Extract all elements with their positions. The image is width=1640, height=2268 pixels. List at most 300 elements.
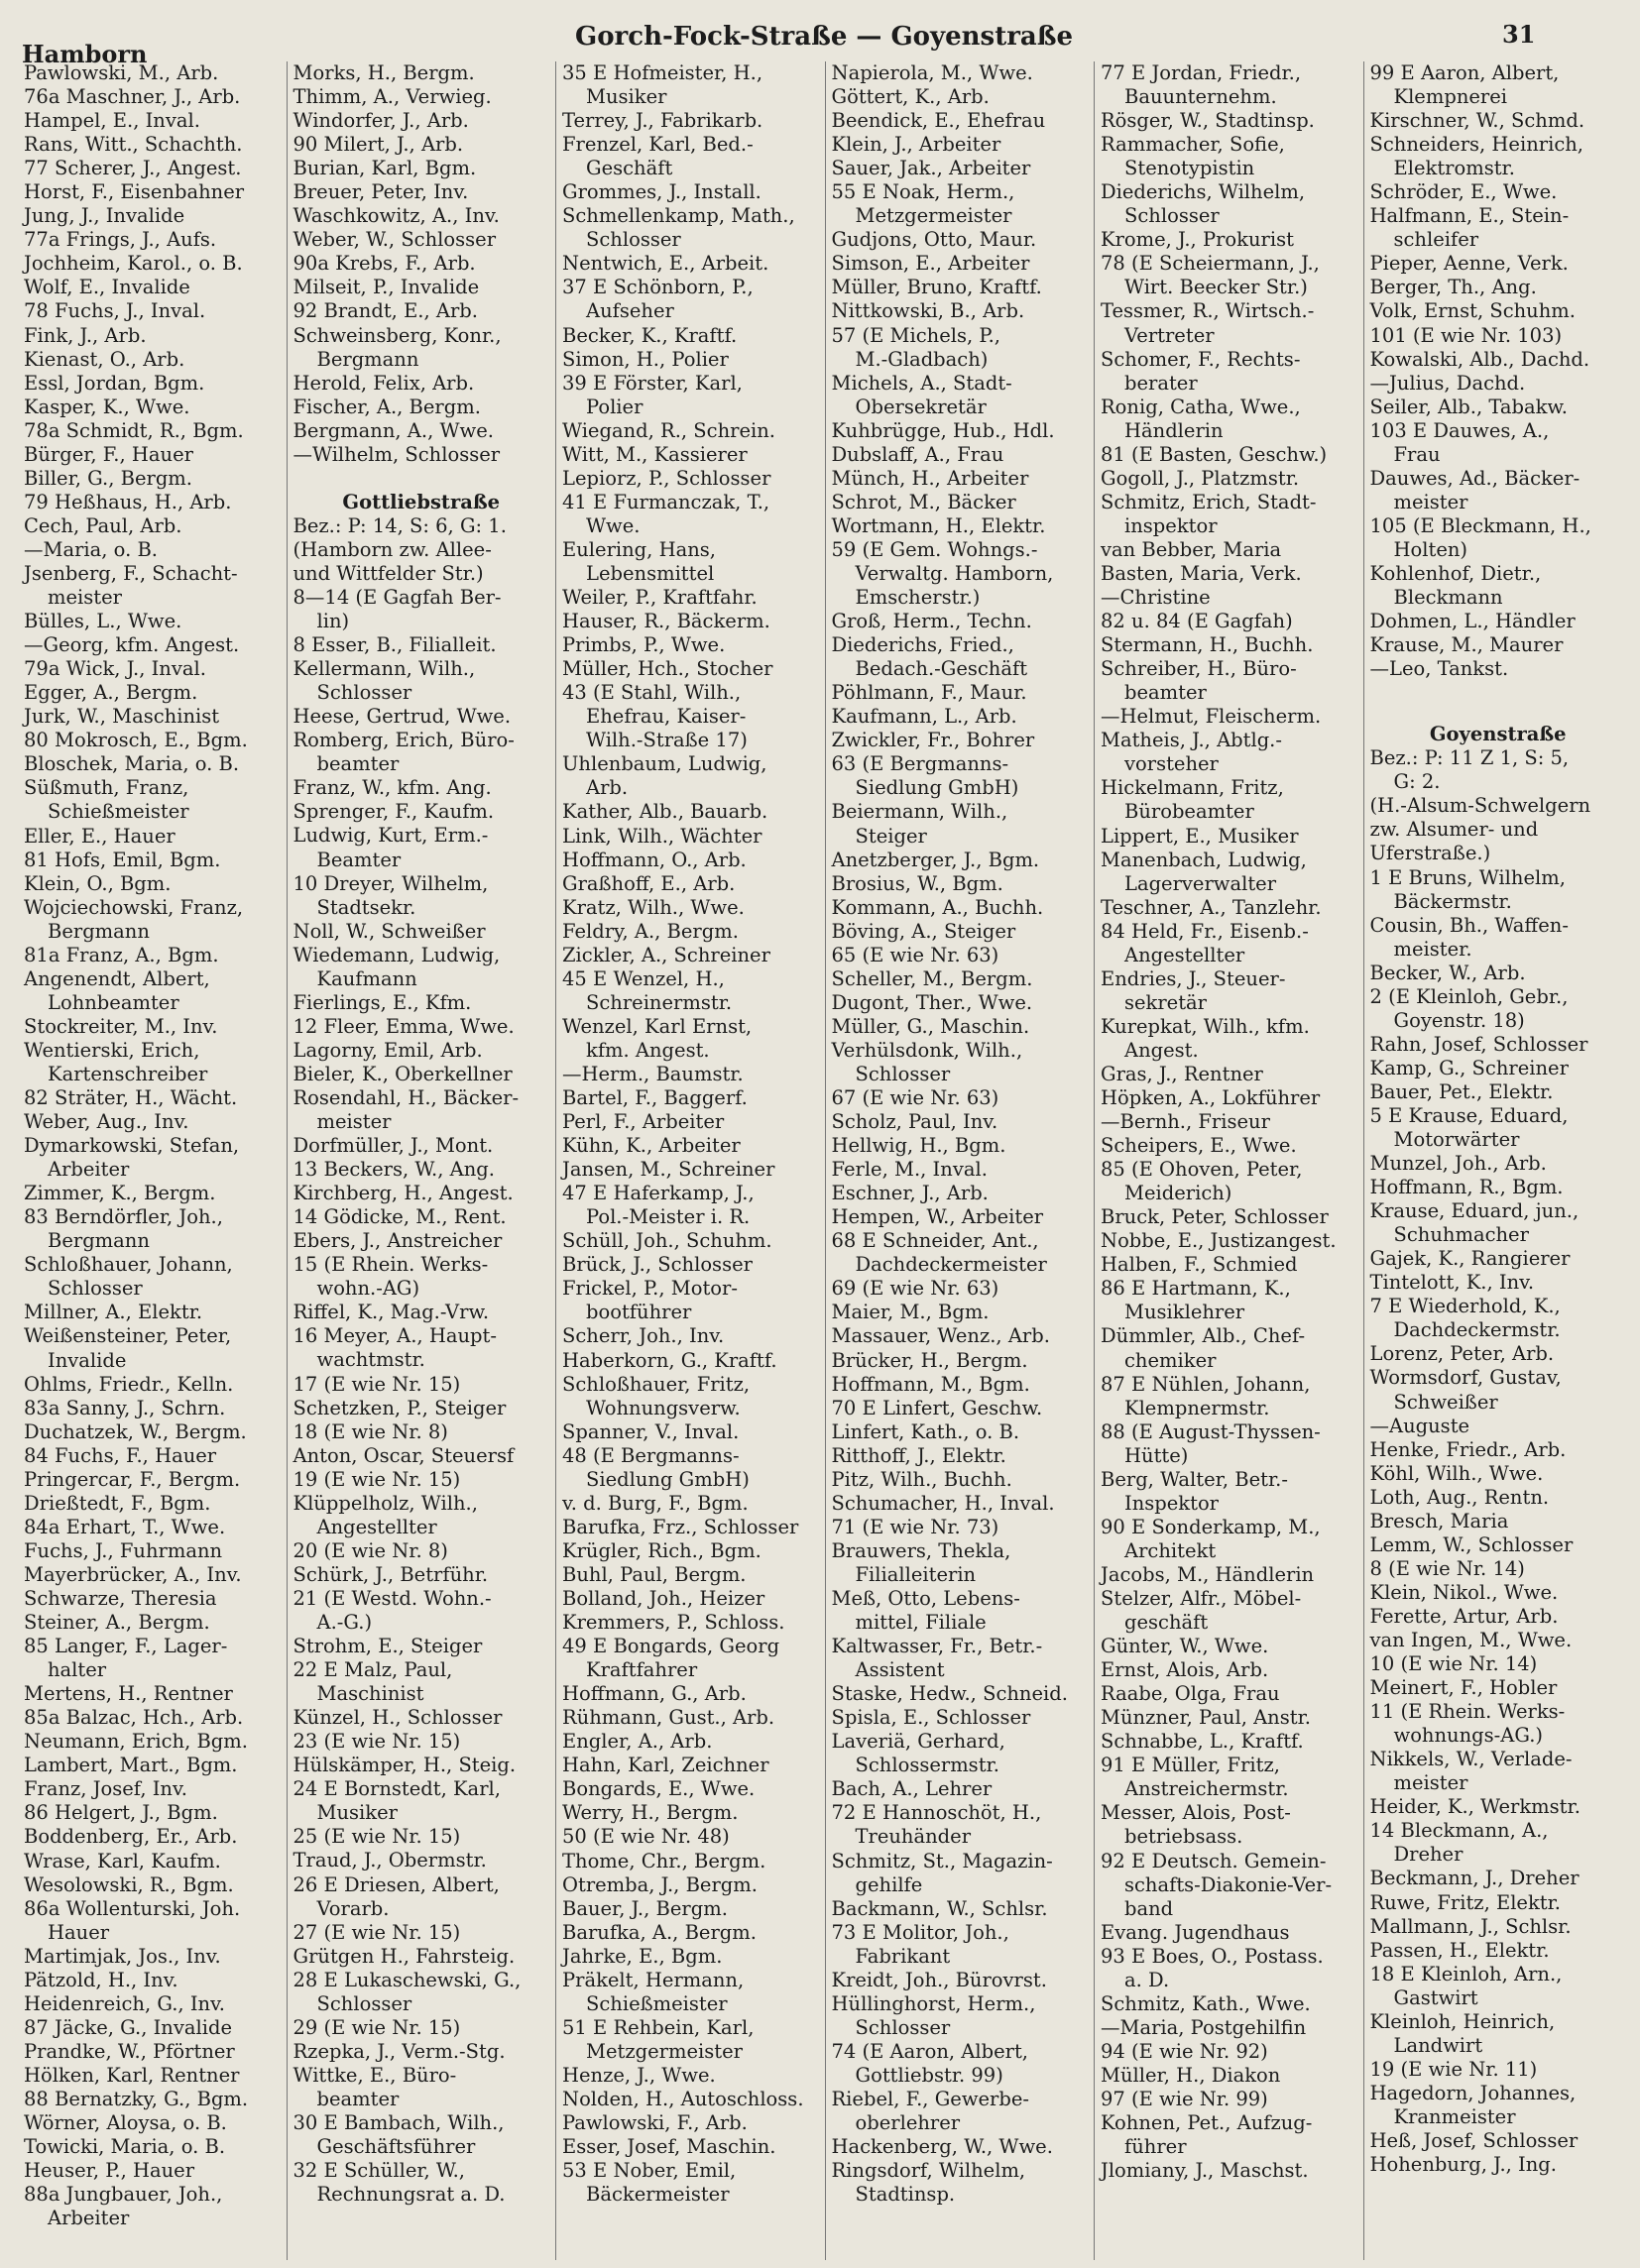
directory-entry: Wwe. — [586, 513, 641, 537]
directory-entry: 70 E Linfert, Geschw. — [831, 1396, 1043, 1419]
directory-entry: —Maria, Postgehilfin — [1101, 2015, 1307, 2039]
directory-entry: Franz, Josef, Inv. — [24, 1777, 187, 1801]
directory-entry: Beamter — [316, 848, 402, 871]
directory-entry: Bergmann, A., Wwe. — [293, 418, 494, 442]
directory-entry: A.-G.) — [316, 1611, 373, 1634]
directory-entry: Fischer, A., Bergm. — [293, 395, 481, 418]
directory-entry: Grommes, J., Install. — [562, 180, 761, 204]
directory-entry: Egger, A., Bergm. — [24, 681, 198, 705]
directory-entry: 92 E Deutsch. Gemein- — [1101, 1849, 1327, 1872]
directory-entry: Landwirt — [1393, 2033, 1483, 2057]
directory-entry: Heidenreich, G., Inv. — [24, 1991, 225, 2015]
directory-entry: Göttert, K., Arb. — [831, 85, 990, 109]
directory-entry: Dymarkowski, Stefan, — [24, 1134, 240, 1158]
directory-entry: Schlosser — [855, 1062, 951, 1085]
directory-entry: 53 E Nober, Emil, — [562, 2159, 737, 2183]
directory-entry: meister — [48, 586, 122, 610]
directory-entry: Böving, A., Steiger — [831, 919, 1016, 943]
directory-entry: 18 (E wie Nr. 8) — [293, 1419, 448, 1443]
directory-entry: van Bebber, Maria — [1101, 537, 1282, 561]
directory-entry: Bedach.-Geschäft — [855, 657, 1028, 681]
directory-entry: Riebel, F., Gewerbe- — [831, 2087, 1029, 2110]
directory-entry: Krause, M., Maurer — [1369, 633, 1564, 657]
directory-entry: Eulering, Hans, — [562, 537, 716, 561]
directory-entry: 20 (E wie Nr. 8) — [293, 1538, 448, 1562]
directory-entry: Jung, J., Invalide — [24, 204, 185, 228]
directory-entry: Wiedemann, Ludwig, — [293, 943, 501, 966]
directory-entry: Frenzel, Karl, Bed.- — [562, 133, 754, 157]
directory-entry: Volk, Ernst, Schuhm. — [1369, 299, 1576, 323]
directory-entry: 8 (E wie Nr. 14) — [1369, 1556, 1525, 1580]
directory-entry: Anton, Oscar, Steuersf — [293, 1443, 515, 1467]
directory-entry: Ebers, J., Anstreicher — [293, 1229, 503, 1253]
directory-entry: Zickler, A., Schreiner — [562, 943, 770, 966]
directory-entry: Schürk, J., Betrführ. — [293, 1562, 489, 1586]
directory-entry: Sprenger, F., Kaufm. — [293, 800, 495, 824]
directory-entry: sekretär — [1124, 990, 1208, 1014]
directory-entry: oberlehrer — [855, 2111, 961, 2135]
directory-entry: Frau — [1393, 442, 1441, 466]
directory-entry: geschäft — [1124, 1611, 1209, 1635]
directory-entry: 84 Fuchs, F., Hauer — [24, 1443, 217, 1467]
directory-entry: Jansen, M., Schreiner — [562, 1158, 775, 1182]
directory-entry: Stadtinsp. — [855, 2183, 956, 2207]
directory-entry: beamter — [316, 2087, 400, 2110]
directory-entry: gehilfe — [855, 1872, 923, 1896]
directory-entry: Kohnen, Pet., Aufzug- — [1101, 2111, 1313, 2135]
directory-entry: 99 E Aaron, Albert, — [1369, 61, 1560, 84]
directory-entry: Gajek, K., Rangierer — [1369, 1247, 1571, 1271]
directory-entry: Eller, E., Hauer — [24, 824, 176, 848]
directory-entry: Pawlowski, F., Arb. — [562, 2111, 748, 2135]
directory-entry: Kirschner, W., Schmd. — [1369, 109, 1585, 133]
directory-entry: Pieper, Aenne, Verk. — [1369, 252, 1569, 276]
directory-entry: Emscherstr.) — [855, 586, 981, 610]
directory-entry: 47 E Haferkamp, J., — [562, 1182, 755, 1205]
directory-entry: 26 E Driesen, Albert, — [293, 1872, 500, 1896]
directory-entry: Ehefrau, Kaiser- — [586, 705, 747, 729]
directory-entry: Ferle, M., Inval. — [831, 1158, 988, 1182]
directory-entry: Angenendt, Albert, — [24, 966, 210, 990]
directory-entry: Pringercar, F., Bergm. — [24, 1467, 241, 1491]
directory-entry: Angestellter — [316, 1515, 437, 1538]
directory-entry: Dohmen, L., Händler — [1369, 610, 1576, 633]
directory-entry: meister — [316, 1110, 392, 1134]
directory-entry: Rzepka, J., Verm.-Stg. — [293, 2039, 506, 2063]
directory-entry: Backmann, W., Schlsr. — [831, 1896, 1048, 1920]
directory-entry: und Wittfelder Str.) — [293, 561, 484, 585]
directory-entry: Köhl, Wilh., Wwe. — [1369, 1461, 1544, 1485]
directory-entry: 85a Balzac, Hch., Arb. — [24, 1706, 244, 1730]
directory-entry: Windorfer, J., Arb. — [293, 109, 469, 133]
directory-entry: Bez.: P: 11 Z 1, S: 5, — [1369, 746, 1570, 770]
directory-entry: Kleinloh, Heinrich, — [1369, 2009, 1556, 2033]
directory-entry: Mayerbrücker, A., Inv. — [24, 1562, 242, 1586]
directory-entry: Schlosser — [855, 2015, 951, 2039]
directory-entry: Münzner, Paul, Anstr. — [1101, 1706, 1311, 1730]
directory-entry: Lepiorz, P., Schlosser — [562, 466, 771, 490]
directory-entry: Kühn, K., Arbeiter — [562, 1134, 741, 1158]
directory-entry: Metzgermeister — [855, 204, 1012, 228]
directory-entry: 72 E Hannoschöt, H., — [831, 1801, 1042, 1825]
directory-entry: Hölken, Karl, Rentner — [24, 2063, 240, 2087]
directory-entry: 41 E Furmanczak, T., — [562, 490, 770, 513]
directory-entry: 90 Milert, J., Arb. — [293, 133, 464, 157]
directory-entry: 83 Berndörfler, Joh., — [24, 1205, 223, 1229]
directory-entry: Laveriä, Gerhard, — [831, 1730, 1005, 1754]
page-number: 31 — [1502, 20, 1536, 49]
directory-entry: 30 E Bambach, Wilh., — [293, 2110, 505, 2134]
directory-entry: Mertens, H., Rentner — [24, 1682, 233, 1706]
directory-entry: Kellermann, Wilh., — [293, 657, 476, 681]
directory-entry: Münch, H., Arbeiter — [831, 466, 1029, 490]
directory-entry: Kirchberg, H., Angest. — [293, 1182, 514, 1205]
directory-entry: Hoffmann, O., Arb. — [562, 848, 747, 871]
directory-entry: Riffel, K., Mag.-Vrw. — [293, 1301, 490, 1324]
directory-entry: Wirt. Beecker Str.) — [1124, 276, 1308, 299]
directory-entry: Bülles, L., Wwe. — [24, 610, 182, 633]
directory-entry: 77 E Jordan, Friedr., — [1101, 61, 1302, 84]
directory-entry: Becker, K., Kraftf. — [562, 323, 738, 347]
directory-entry: 18 E Kleinloh, Arn., — [1369, 1962, 1563, 1985]
directory-entry: Pol.-Meister i. R. — [586, 1205, 751, 1229]
directory-entry: —Georg, kfm. Angest. — [24, 633, 240, 657]
directory-entry: Loth, Aug., Rentn. — [1369, 1485, 1550, 1509]
directory-entry: 7 E Wiederhold, K., — [1369, 1295, 1561, 1318]
directory-entry: Holten) — [1393, 537, 1468, 561]
directory-entry: —Herm., Baumstr. — [562, 1062, 744, 1085]
directory-entry: 87 E Nühlen, Johann, — [1101, 1372, 1311, 1396]
directory-entry: v. d. Burg, F., Bgm. — [562, 1491, 749, 1515]
directory-entry: Schlosser — [316, 1991, 412, 2015]
directory-entry: Groß, Herm., Techn. — [831, 610, 1032, 633]
directory-entry: Henke, Friedr., Arb. — [1369, 1437, 1567, 1461]
directory-entry: Wolf, E., Invalide — [24, 276, 190, 299]
directory-entry: Bergmann — [48, 1229, 150, 1253]
columns-container — [18, 61, 1632, 2260]
directory-entry: 84 Held, Fr., Eisenb.- — [1101, 919, 1309, 943]
district-header: Hamborn — [22, 40, 148, 68]
directory-entry: —Bernh., Friseur — [1101, 1110, 1270, 1134]
directory-entry: 105 (E Bleckmann, H., — [1369, 513, 1591, 537]
directory-entry: Weber, Aug., Inv. — [24, 1110, 189, 1134]
directory-entry: Präkelt, Hermann, — [562, 1968, 745, 1991]
directory-entry: wohn.-AG) — [316, 1277, 420, 1301]
directory-entry: 32 E Schüller, W., — [293, 2159, 465, 2183]
column-4 — [826, 61, 1096, 2260]
column-6 — [1364, 61, 1633, 2260]
directory-entry: Gottliebstr. 99) — [855, 2063, 1003, 2087]
directory-entry: 82 Sträter, H., Wächt. — [24, 1086, 238, 1110]
directory-entry: Kowalski, Alb., Dachd. — [1369, 347, 1590, 371]
directory-entry: 11 (E Rhein. Werks- — [1369, 1700, 1566, 1724]
directory-entry: Müller, G., Maschin. — [831, 1014, 1030, 1038]
directory-entry: 80 Mokrosch, E., Bgm. — [24, 729, 248, 752]
directory-entry: Wentierski, Erich, — [24, 1038, 200, 1062]
directory-entry: Bieler, K., Oberkellner — [293, 1062, 513, 1085]
directory-entry: Bresch, Maria — [1369, 1509, 1509, 1532]
directory-entry: Schreiber, H., Büro- — [1101, 657, 1297, 681]
directory-entry: Kohlenhof, Dietr., — [1369, 561, 1542, 585]
directory-entry: 12 Fleer, Emma, Wwe. — [293, 1014, 515, 1038]
directory-entry: Eschner, J., Arb. — [831, 1182, 989, 1205]
directory-entry: —Leo, Tankst. — [1369, 657, 1509, 681]
directory-entry: Primbs, P., Wwe. — [562, 633, 726, 657]
directory-entry: Goyenstr. 18) — [1393, 1008, 1525, 1032]
directory-entry: Berg, Walter, Betr.- — [1101, 1467, 1288, 1491]
directory-entry: G: 2. — [1393, 770, 1441, 794]
directory-entry: 103 E Dauwes, A., — [1369, 418, 1550, 442]
directory-entry: 81 (E Basten, Geschw.) — [1101, 442, 1328, 466]
directory-entry: halter — [48, 1658, 107, 1682]
directory-entry: —Wilhelm, Schlosser — [293, 442, 501, 466]
directory-entry: zw. Alsumer- und — [1369, 818, 1539, 842]
directory-entry: Filialleiterin — [855, 1562, 977, 1586]
directory-entry: 87 Jäcke, G., Invalide — [24, 2015, 233, 2039]
spacer — [293, 467, 550, 485]
directory-entry: Bach, A., Lehrer — [831, 1777, 993, 1801]
directory-entry: 69 (E wie Nr. 63) — [831, 1277, 999, 1301]
directory-entry: Schomer, F., Rechts- — [1101, 347, 1301, 371]
directory-entry: Treuhänder — [855, 1825, 972, 1849]
directory-entry: Schießmeister — [586, 1991, 728, 2015]
directory-entry: Simon, H., Polier — [562, 347, 729, 371]
directory-entry: 79a Wick, J., Inval. — [24, 657, 206, 681]
directory-entry: Sauer, Jak., Arbeiter — [831, 157, 1031, 180]
directory-entry: Boddenberg, Er., Arb. — [24, 1825, 238, 1849]
directory-entry: Pätzold, H., Inv. — [24, 1968, 178, 1991]
directory-entry: Frickel, P., Motor- — [562, 1277, 738, 1301]
directory-entry: Maier, M., Bgm. — [831, 1301, 990, 1324]
directory-entry: Nobbe, E., Justizangest. — [1101, 1229, 1337, 1253]
directory-entry: Pöhlmann, F., Maur. — [831, 681, 1027, 705]
directory-entry: Schetzken, P., Steiger — [293, 1396, 507, 1419]
directory-entry: Scheller, M., Bergm. — [831, 966, 1033, 990]
directory-entry: Rechnungsrat a. D. — [316, 2183, 506, 2207]
directory-entry: 28 E Lukaschewski, G., — [293, 1968, 522, 1991]
directory-entry: Hempen, W., Arbeiter — [831, 1205, 1044, 1229]
directory-entry: Hickelmann, Fritz, — [1101, 776, 1284, 800]
directory-entry: Henze, J., Wwe. — [562, 2063, 716, 2087]
directory-entry: Hoffmann, G., Arb. — [562, 1682, 747, 1706]
directory-entry: Kartenschreiber — [48, 1062, 208, 1085]
directory-entry: 14 Gödicke, M., Rent. — [293, 1205, 507, 1229]
directory-entry: Wesolowski, R., Bgm. — [24, 1872, 234, 1896]
directory-entry: bootführer — [586, 1301, 692, 1324]
directory-entry: Berger, Th., Ang. — [1369, 276, 1537, 299]
directory-entry: 74 (E Aaron, Albert, — [831, 2039, 1028, 2063]
directory-entry: Becker, W., Arb. — [1369, 961, 1526, 984]
directory-entry: Wortmann, H., Elektr. — [831, 513, 1046, 537]
directory-entry: Schmitz, Kath., Wwe. — [1101, 1991, 1311, 2015]
directory-entry: Messer, Alois, Post- — [1101, 1801, 1291, 1825]
directory-entry: Diederichs, Fried., — [831, 633, 1014, 657]
directory-entry: Metzgermeister — [586, 2039, 743, 2063]
directory-entry: Hüllinghorst, Herm., — [831, 1991, 1036, 2015]
directory-entry: Bez.: P: 14, S: 6, G: 1. — [293, 513, 507, 537]
directory-entry: Wohnungsverw. — [586, 1396, 741, 1419]
directory-entry: Ritthoff, J., Elektr. — [831, 1443, 1006, 1467]
directory-entry: Müller, H., Diakon — [1101, 2063, 1281, 2087]
directory-entry: Hagedorn, Johannes, — [1369, 2081, 1577, 2104]
directory-entry: Lagorny, Emil, Arb. — [293, 1038, 483, 1062]
directory-entry: Weber, W., Schlosser — [293, 228, 497, 252]
directory-entry: Ringsdorf, Wilhelm, — [831, 2159, 1026, 2183]
directory-entry: 49 E Bongards, Georg — [562, 1635, 780, 1658]
directory-entry: Link, Wilh., Wächter — [562, 824, 762, 848]
directory-entry: Bürobeamter — [1124, 800, 1254, 824]
directory-entry: Schröder, E., Wwe. — [1369, 180, 1558, 204]
directory-entry: Schmitz, Erich, Stadt- — [1101, 490, 1317, 513]
directory-entry: Ronig, Catha, Wwe., — [1101, 395, 1301, 418]
directory-entry: Burian, Karl, Bgm. — [293, 157, 477, 180]
directory-entry: meister — [1393, 490, 1468, 513]
directory-entry: Brücker, H., Bergm. — [831, 1348, 1028, 1372]
directory-entry: Bürger, F., Hauer — [24, 442, 193, 466]
directory-entry: Linfert, Kath., o. B. — [831, 1419, 1020, 1443]
directory-entry: Fink, J., Arb. — [24, 323, 147, 347]
directory-entry: (Hamborn zw. Allee- — [293, 537, 492, 561]
directory-entry: Waschkowitz, A., Inv. — [293, 204, 500, 228]
directory-entry: Kaufmann — [316, 966, 417, 990]
directory-entry: 94 (E wie Nr. 92) — [1101, 2039, 1268, 2063]
directory-entry: 67 (E wie Nr. 63) — [831, 1086, 999, 1110]
directory-entry: Dorfmüller, J., Mont. — [293, 1134, 494, 1158]
directory-entry: Ruwe, Fritz, Elektr. — [1369, 1890, 1562, 1914]
directory-entry: Bongards, E., Wwe. — [562, 1777, 756, 1801]
directory-entry: Hütte) — [1124, 1443, 1189, 1467]
spacer — [1370, 699, 1627, 717]
directory-entry: 45 E Wenzel, H., — [562, 966, 725, 990]
directory-entry: Müller, Hch., Stocher — [562, 657, 773, 681]
directory-entry: Biller, G., Bergm. — [24, 466, 192, 490]
directory-entry: Rahn, Josef, Schlosser — [1369, 1032, 1588, 1056]
directory-entry: Kranmeister — [1393, 2104, 1516, 2128]
directory-entry: meister — [1393, 1771, 1468, 1795]
directory-entry: Schumacher, H., Inval. — [831, 1491, 1055, 1515]
directory-entry: Wojciechowski, Franz, — [24, 895, 244, 919]
directory-entry: Kraftfahrer — [586, 1658, 698, 1682]
directory-entry: Grütgen H., Fahrsteig. — [293, 1944, 516, 1968]
directory-entry: Evang. Jugendhaus — [1101, 1920, 1290, 1944]
directory-entry: 16 Meyer, A., Haupt- — [293, 1324, 497, 1348]
directory-entry: Brosius, W., Bgm. — [831, 871, 1003, 895]
directory-entry: 86 Helgert, J., Bgm. — [24, 1801, 218, 1825]
directory-entry: Dachdeckermstr. — [1393, 1318, 1561, 1342]
directory-entry: Dauwes, Ad., Bäcker- — [1369, 466, 1581, 490]
directory-entry: 24 E Bornstedt, Karl, — [293, 1777, 501, 1801]
directory-entry: Stadtsekr. — [316, 895, 416, 919]
directory-entry: Bergmann — [48, 919, 150, 943]
directory-entry: Romberg, Erich, Büro- — [293, 729, 515, 752]
directory-entry: 19 (E wie Nr. 11) — [1369, 2057, 1538, 2081]
directory-entry: Jlomiany, J., Maschst. — [1101, 2159, 1309, 2183]
directory-entry: Bauer, J., Bergm. — [562, 1896, 728, 1920]
directory-entry: Stockreiter, M., Inv. — [24, 1014, 218, 1038]
directory-entry: Anstreichermstr. — [1124, 1777, 1289, 1801]
directory-entry: 101 (E wie Nr. 103) — [1369, 323, 1563, 347]
directory-entry: 35 E Hofmeister, H., — [562, 61, 763, 84]
directory-entry: Kommann, A., Buchh. — [831, 895, 1044, 919]
directory-entry: 78 (E Scheiermann, J., — [1101, 252, 1320, 276]
directory-entry: 2 (E Kleinloh, Gebr., — [1369, 984, 1569, 1008]
directory-entry: Pitz, Wilh., Buchh. — [831, 1467, 1012, 1491]
directory-entry: Arbeiter — [48, 2207, 130, 2230]
directory-entry: 1 E Bruns, Wilhelm, — [1369, 865, 1566, 889]
directory-entry: lin) — [316, 610, 350, 633]
directory-entry: Heuser, P., Hauer — [24, 2159, 195, 2183]
directory-entry: 57 (E Michels, P., — [831, 323, 1000, 347]
directory-entry: Geschäftsführer — [316, 2135, 476, 2159]
directory-entry: Angestellter — [1124, 943, 1245, 966]
directory-entry: Nolden, H., Autoschloss. — [562, 2087, 804, 2110]
directory-entry: Essl, Jordan, Bgm. — [24, 371, 205, 395]
directory-entry: Hülskämper, H., Steig. — [293, 1754, 517, 1777]
directory-entry: 21 (E Westd. Wohn.- — [293, 1586, 492, 1610]
directory-entry: Wormsdorf, Gustav, — [1369, 1366, 1562, 1390]
directory-entry: Ludwig, Kurt, Erm.- — [293, 824, 489, 848]
directory-entry: Neumann, Erich, Bgm. — [24, 1730, 248, 1754]
directory-entry: Müller, Bruno, Kraftf. — [831, 276, 1042, 299]
directory-entry: Heese, Gertrud, Wwe. — [293, 705, 512, 729]
directory-entry: Meinert, F., Hobler — [1369, 1676, 1558, 1700]
directory-entry: Passen, H., Elektr. — [1369, 1938, 1550, 1962]
directory-entry: Zwickler, Fr., Bohrer — [831, 729, 1035, 752]
directory-entry: Haberkorn, G., Kraftf. — [562, 1348, 777, 1372]
directory-entry: 59 (E Gem. Wohngs.- — [831, 537, 1038, 561]
directory-entry: Graßhoff, E., Arb. — [562, 871, 736, 895]
directory-entry: Arb. — [586, 776, 629, 800]
directory-entry: Kaltwasser, Fr., Betr.- — [831, 1635, 1043, 1658]
directory-entry: Matheis, J., Abtlg.- — [1101, 729, 1282, 752]
directory-entry: wohnungs-AG.) — [1393, 1724, 1544, 1748]
directory-entry: Beiermann, Wilh., — [831, 800, 1008, 824]
directory-entry: Schlossermstr. — [855, 1754, 999, 1777]
directory-entry: Mallmann, J., Schlsr. — [1369, 1914, 1572, 1938]
directory-entry: Siedlung GmbH) — [855, 776, 1019, 800]
column-5 — [1095, 61, 1364, 2260]
directory-entry: Hauer — [48, 1920, 110, 1944]
directory-entry: —Auguste — [1369, 1414, 1470, 1437]
directory-entry: Krome, J., Prokurist — [1101, 228, 1294, 252]
directory-entry: Musiker — [316, 1801, 398, 1825]
directory-entry: Kather, Alb., Bauarb. — [562, 800, 768, 824]
directory-entry: Jurk, W., Maschinist — [24, 705, 220, 729]
directory-entry: Klein, Nikol., Wwe. — [1369, 1580, 1559, 1604]
directory-entry: 77a Frings, J., Aufs. — [24, 228, 217, 252]
directory-entry: Bergmann — [316, 347, 419, 371]
directory-entry: 19 (E wie Nr. 15) — [293, 1467, 461, 1491]
directory-entry: Prandke, W., Pförtner — [24, 2039, 235, 2063]
directory-entry: 97 (E wie Nr. 99) — [1101, 2087, 1268, 2110]
directory-entry: 50 (E wie Nr. 48) — [562, 1825, 730, 1849]
directory-entry: Lambert, Mart., Bgm. — [24, 1754, 238, 1777]
directory-entry: Aufseher — [586, 299, 674, 323]
directory-entry: Herold, Felix, Arb. — [293, 371, 475, 395]
directory-entry: Gastwirt — [1393, 1985, 1478, 2009]
directory-entry: Munzel, Joh., Arb. — [1369, 1152, 1547, 1176]
directory-entry: 82 u. 84 (E Gagfah) — [1101, 610, 1293, 633]
directory-entry: 73 E Molitor, Joh., — [831, 1920, 1009, 1944]
directory-entry: 48 (E Bergmanns- — [562, 1443, 740, 1467]
directory-entry: 81 Hofs, Emil, Bgm. — [24, 848, 221, 871]
directory-entry: Stelzer, Alfr., Möbel- — [1101, 1587, 1302, 1610]
column-1 — [18, 61, 288, 2260]
directory-entry: Thome, Chr., Bergm. — [562, 1849, 766, 1872]
directory-entry: Schloßhauer, Fritz, — [562, 1372, 751, 1396]
directory-entry: Otremba, J., Bergm. — [562, 1872, 758, 1896]
directory-entry: Rühmann, Gust., Arb. — [562, 1706, 775, 1730]
